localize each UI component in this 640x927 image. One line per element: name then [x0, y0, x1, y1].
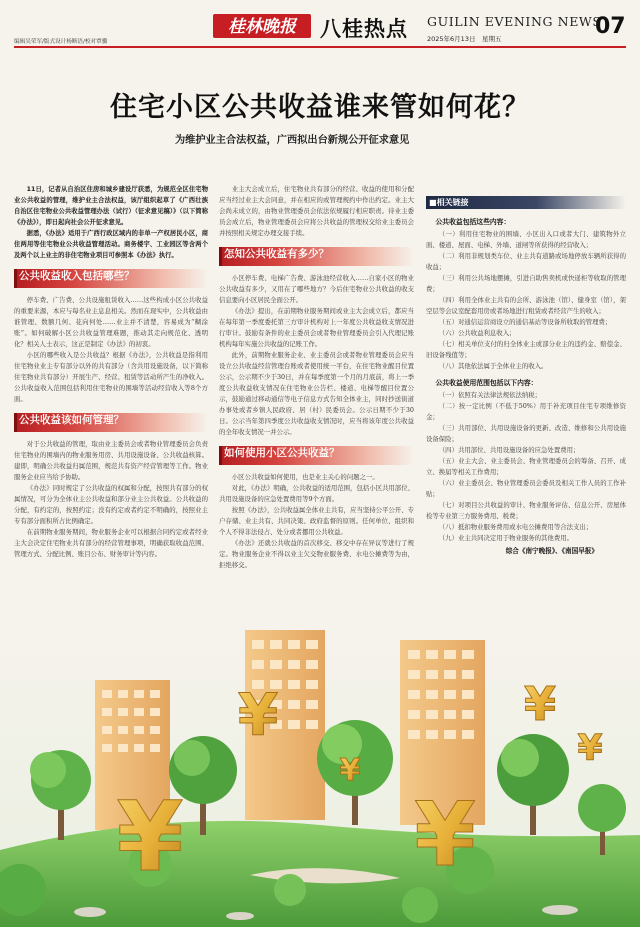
section-heading-bar [14, 413, 17, 432]
logo-brush-mark [213, 12, 311, 40]
source-credit: 综合《南宁晚报》、《南国早报》 [505, 547, 598, 555]
paragraph: 对于公共收益的管理，取由业主委员会或者物业管理委员会负责住宅物业的围墙内的物业服务用房、共用设施设备、公共收益核算。建即，明确公共收益归属范围，规范共有资产经营管理等工作。物业服务企业应当给予协助。 [14, 440, 208, 481]
list-item: （九）业主共同决定用于物业服务的其他费用。 [438, 534, 573, 542]
yuan-icon: ¥ [523, 677, 557, 731]
list-item: （七）对项目公共收益的审计、物业服务评估、信息公开、房屋体检等专业第三方服务费用、税费； [426, 501, 626, 520]
section-heading-bar [219, 247, 222, 266]
list-item: （三）共用部位、共用设施设备的更新、改造、维修和公共用设施设备保险； [426, 424, 626, 443]
masthead-rule [14, 46, 626, 48]
paragraph: 对此，《办法》明确，公共收益的适用范围，包括小区共用部位、共用设施设备的应急处置费用等9个方面。 [219, 484, 414, 503]
illustration-scene [0, 620, 640, 927]
section-heading-disclosure [219, 247, 414, 266]
paragraph: 按照《办法》，公共收益属全体业主共有，应当坚持公平公开、专户存储、业主共有、共同决策、政府监督的原则。任何单位、组织和个人不得非法侵占、处分或者挪用公共收益。 [219, 506, 414, 536]
related-links-heading [426, 196, 626, 209]
usage-list-title: 公共收益使用范围包括以下内容： [435, 379, 538, 387]
section-heading-management [14, 413, 208, 432]
yuan-icon: ¥ [414, 783, 476, 886]
paragraph: 小区停车费、电梯广告费、游泳池经营收入……自家小区的物业公共收益有多少，又用在了哪些地方？今后住宅物业公共收益的收支信息要向小区居民全面公开。 [219, 274, 414, 304]
section-heading-income [14, 269, 208, 288]
paragraph: 业主大会成立后，住宅物业共有部分的经营、收益的使用和分配应当经过业主大会同意，并在相应的或管理规约中作出约定。业主大会尚未成立的，由物业管理委员会依法依规履行相应职责。待业主委员会成立后，物业管理委员会应将公共收益的管理权交给业主委员会并按照相关规定办理交接手续。 [219, 185, 414, 237]
issue-date: 2025年6月13日 星期五 [427, 35, 502, 43]
article-headline: 住宅小区公共收益谁来管如何花？ [110, 92, 530, 123]
svg-text:桂林晚报: 桂林晚报 [228, 17, 296, 37]
list-item: （三）利用公共场地摆摊，引进自助售卖机或快递柜等收取的管理费； [426, 274, 626, 293]
income-list [426, 229, 626, 372]
section-heading-text: 如何使用小区公共收益？ [224, 447, 340, 459]
article-lead-2: 据悉，《办法》适用于广西行政区域内的非单一产权居民小区，商住两用等住宅物业公共收益管理活动。商务楼宇、工业园区等含两个及两个以上业主的非住宅物业项目可参照本《办法》执行。 [14, 230, 208, 259]
newspaper-logo [213, 12, 311, 40]
editor-credits: 编辑吴荣军/版式设计杨断语/校对覃骥 [14, 39, 108, 45]
column-2 [219, 184, 414, 604]
related-links-title: ■相关链接 [429, 198, 469, 207]
masthead [0, 0, 640, 48]
list-item: （四）共用部位、共用设施设备的应急处置费用； [438, 446, 580, 454]
usage-list [426, 390, 626, 544]
list-item: （一）依照有关法律法规依法纳税； [438, 391, 542, 399]
article-lead: 11日，记者从自治区住房和城乡建设厅获悉，为规范全区住宅物业公共收益的管理，维护业主合法权益，该厅组织起草了《广西壮族自治区住宅物业公共收益管理办法（试行）（征求意见稿）》（以下简称《办法》），即日起向社会公开征求意见。 [14, 186, 208, 226]
page-number: 07 [595, 14, 626, 39]
article-subhead: 为维护业主合法权益，广西拟出台新规公开征求意见 [175, 135, 410, 146]
list-item: （一）利用住宅物业的围墙、小区出入口或者大门、建筑物外立面、楼道、屋面、电梯、外墙、道闸等所获得的经营收入； [426, 230, 626, 249]
section-heading-text: 公共收益该如何管理？ [19, 414, 124, 426]
paragraph: 小区的哪些收入是公共收益？根据《办法》，公共收益是指利用住宅物业业主专有部分以外的共有部分（含共用设施设备，以下简称住宅物业共有部分）开展生产、经营、租赁等活动所产生的净收入。公共收益收入范围包括利用住宅物业的围墙等活动经营收入等8个方面。 [14, 351, 208, 403]
yuan-icon: ¥ [116, 781, 184, 893]
paragraph: 停车费、广告费、公共设施租赁收入……这些构成小区公共收益的重要来源，本应与每名业主息息相关。然而在现实中，公共收益由谁管理、数额几何、花向何处……业主并不清楚，容易成为“糊涂账”。如何破解小区公共收益管理难题，推动其走向规范化、透明化？相关人士表示，这正是制定《办法》的初衷。 [14, 296, 208, 348]
paragraph: 《办法》还就公共收益的首次移交、移交中存在异议等进行了规定。物业服务企业不得以业主欠交物业服务费、水电公摊费等为由，拒绝移交。 [219, 539, 414, 569]
income-list-title: 公共收益包括这些内容： [435, 218, 511, 226]
list-item: （六）公共收益利息收入； [438, 329, 516, 337]
section-heading-bar [219, 446, 222, 465]
list-item: （八）其他依法属于全体业主的收入。 [438, 362, 548, 370]
illustration-residential-income [0, 620, 640, 927]
section-heading-usage [219, 446, 414, 465]
section-heading-text: 怎知公共收益有多少？ [224, 248, 329, 260]
yuan-icon: ¥ [577, 728, 603, 769]
list-item: （八）抵扣物业服务费用或水电公摊费用等合法支出； [438, 523, 593, 531]
paragraph: 此外，前期物业服务企业、业主委员会或者物业管理委员会应当设立公共收益经营管理台账或者使用统一平台，在住宅物业醒目位置公示，公示期不少于30日，并在每季度第一个月的月底前，将上一季度公共收益收支情况在住宅物业公告栏、楼道、电梯等醒目位置公示，鼓励通过移动通信等电子信息方式告知全体业主，同时抄送街道办事处或者乡镇人民政府、居（村）民委员会。公示日期不少于30日。公示当年第四季度公共收益收支情况时，应当将该年度公共收益的全年收支情况一并公示。 [219, 351, 414, 436]
list-item: （五）业主大会、业主委员会、物业管理委员会的筹备、召开、成立、换届等相关工作费用； [426, 457, 626, 476]
column-1 [14, 184, 208, 604]
column-3 [426, 184, 626, 604]
paper-name-english: GUILIN EVENING NEWS [427, 14, 602, 29]
list-item: （二）按一定比例（不低于50%）用于补充项目住宅专项维修资金； [426, 402, 626, 421]
list-item: （四）利用全体业主共有的会所、游泳池（馆）、健身室（馆），架空层等会议室配套用房或者场地进行租赁或者经营产生的收入； [426, 296, 626, 315]
list-item: （六）业主委员会、物业管理委员会委员及相关工作人员的工作补贴； [426, 479, 626, 498]
list-item: （二）利用非规划类车位、业主共有道路或场地停放车辆所获得的收益； [426, 252, 626, 271]
section-heading-text: 公共收益收入包括哪些？ [19, 270, 135, 282]
paragraph: 《办法》同时规定了公共收益的权属和分配，按照共有部分的权属情况，可分为全体业主公共收益和部分业主公共收益。公共收益的分配，有约定的，按照约定；没有约定或者约定不明确的，按照业主专有部分面积所占比例确定。 [14, 484, 208, 525]
section-heading-bar [14, 269, 17, 288]
list-item: （五）对通信运营商设立的通信基站等设备所收取的管理费； [438, 318, 612, 326]
section-title: 八桂热点 [320, 17, 408, 41]
yuan-icon: ¥ [237, 681, 279, 749]
paragraph: 《办法》提出，在前期物业服务期间或业主大会成立后，都应当在每年第一季度委托第三方审计机构对上一年度公共收益收支情况进行审计。鼓励有条件的业主委员会或者物业管理委员会引入代理记账机构每年实施公共收益的记账工作。 [219, 307, 414, 348]
list-item: （七）相关单位支付的归全体业主或部分业主的违约金、赔偿金、旧设备残值等； [426, 340, 626, 359]
yuan-icon: ¥ [339, 753, 361, 788]
paragraph: 小区公共收益如何使用，也是业主关心的问题之一。 [231, 473, 379, 481]
paragraph: 在前期物业服务期间，物业服务企业可以根据合同约定或者经业主大会决定住宅物业共有部分的经营管理事项，明确获取收益范围、管理方式、分配比例、账目公布、财务审计等内容。 [14, 528, 208, 558]
